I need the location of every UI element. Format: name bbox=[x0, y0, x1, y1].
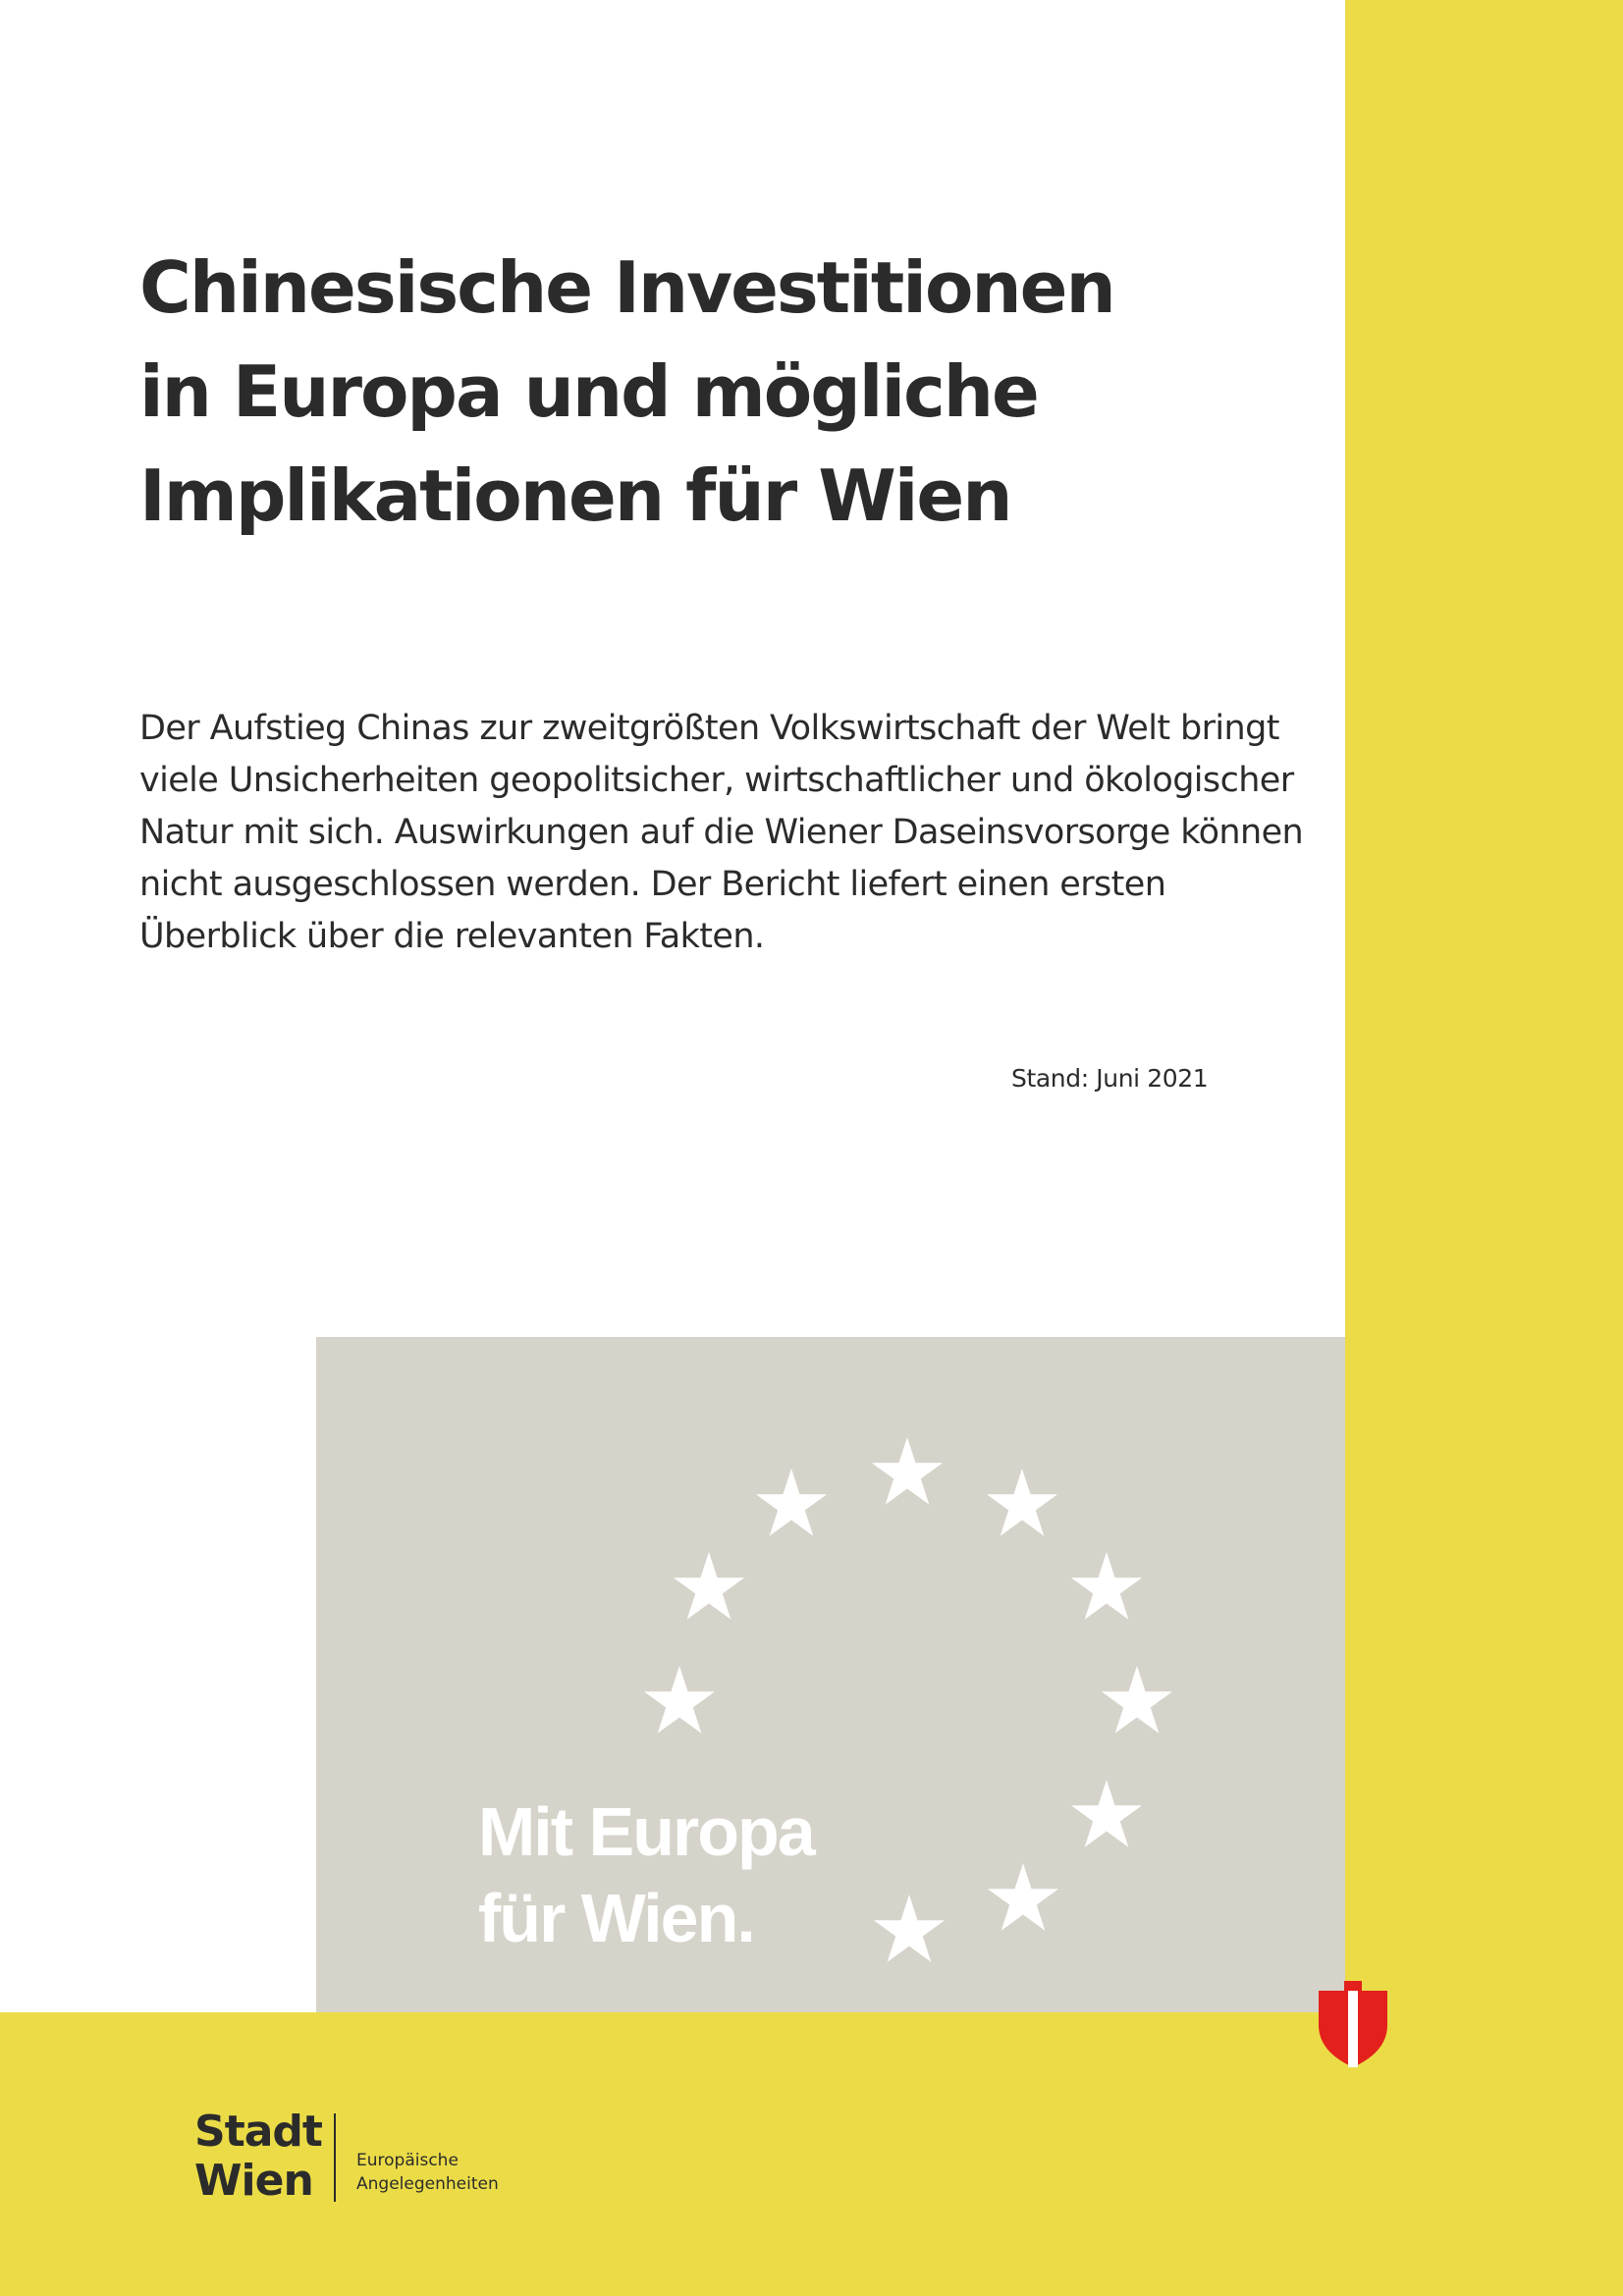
brand-divider bbox=[334, 2113, 336, 2202]
brand-name-line: Stadt bbox=[194, 2107, 322, 2157]
star-icon bbox=[874, 1895, 945, 1962]
title-line: Chinesische Investitionen bbox=[139, 246, 1114, 329]
intro-line: Der Aufstieg Chinas zur zweitgrößten Volkswirtschaft der Welt bringt bbox=[139, 709, 1279, 748]
star-icon bbox=[644, 1666, 715, 1734]
title-line: Implikationen für Wien bbox=[139, 454, 1011, 537]
star-icon bbox=[674, 1552, 744, 1620]
yellow-side-band bbox=[1345, 0, 1623, 2296]
star-icon bbox=[872, 1437, 943, 1505]
title-line: in Europa und mögliche bbox=[139, 350, 1038, 433]
star-icon bbox=[1071, 1552, 1142, 1620]
brand-department bbox=[356, 2149, 499, 2196]
intro-line: nicht ausgeschlossen werden. Der Bericht liefert einen ersten bbox=[139, 865, 1166, 904]
intro-line: viele Unsicherheiten geopolitsicher, wirtschaftlicher und ökologischer bbox=[139, 761, 1294, 800]
vienna-coat-of-arms-icon bbox=[1319, 1981, 1387, 2069]
brand-department-line: Europäische bbox=[356, 2151, 459, 2170]
brand-name-line: Wien bbox=[194, 2156, 313, 2206]
intro-line: Überblick über die relevanten Fakten. bbox=[139, 917, 765, 956]
eu-star-circle-icon bbox=[316, 1337, 1345, 2012]
brand-name bbox=[194, 2108, 322, 2206]
star-icon bbox=[987, 1468, 1057, 1536]
intro-paragraph bbox=[139, 703, 1337, 963]
eu-slogan bbox=[478, 1789, 814, 1961]
star-icon bbox=[988, 1863, 1058, 1931]
eu-logo-panel bbox=[316, 1337, 1345, 2012]
star-icon bbox=[1071, 1780, 1142, 1847]
status-date: Stand: Juni 2021 bbox=[1011, 1064, 1209, 1093]
page-title bbox=[139, 236, 1298, 548]
star-icon bbox=[1102, 1666, 1172, 1734]
intro-line: Natur mit sich. Auswirkungen auf die Wiener Daseinsvorsorge können bbox=[139, 813, 1304, 852]
star-icon bbox=[756, 1468, 827, 1536]
eu-slogan-line: für Wien. bbox=[478, 1880, 754, 1956]
eu-slogan-line: Mit Europa bbox=[478, 1793, 814, 1870]
brand-department-line: Angelegenheiten bbox=[356, 2174, 499, 2194]
